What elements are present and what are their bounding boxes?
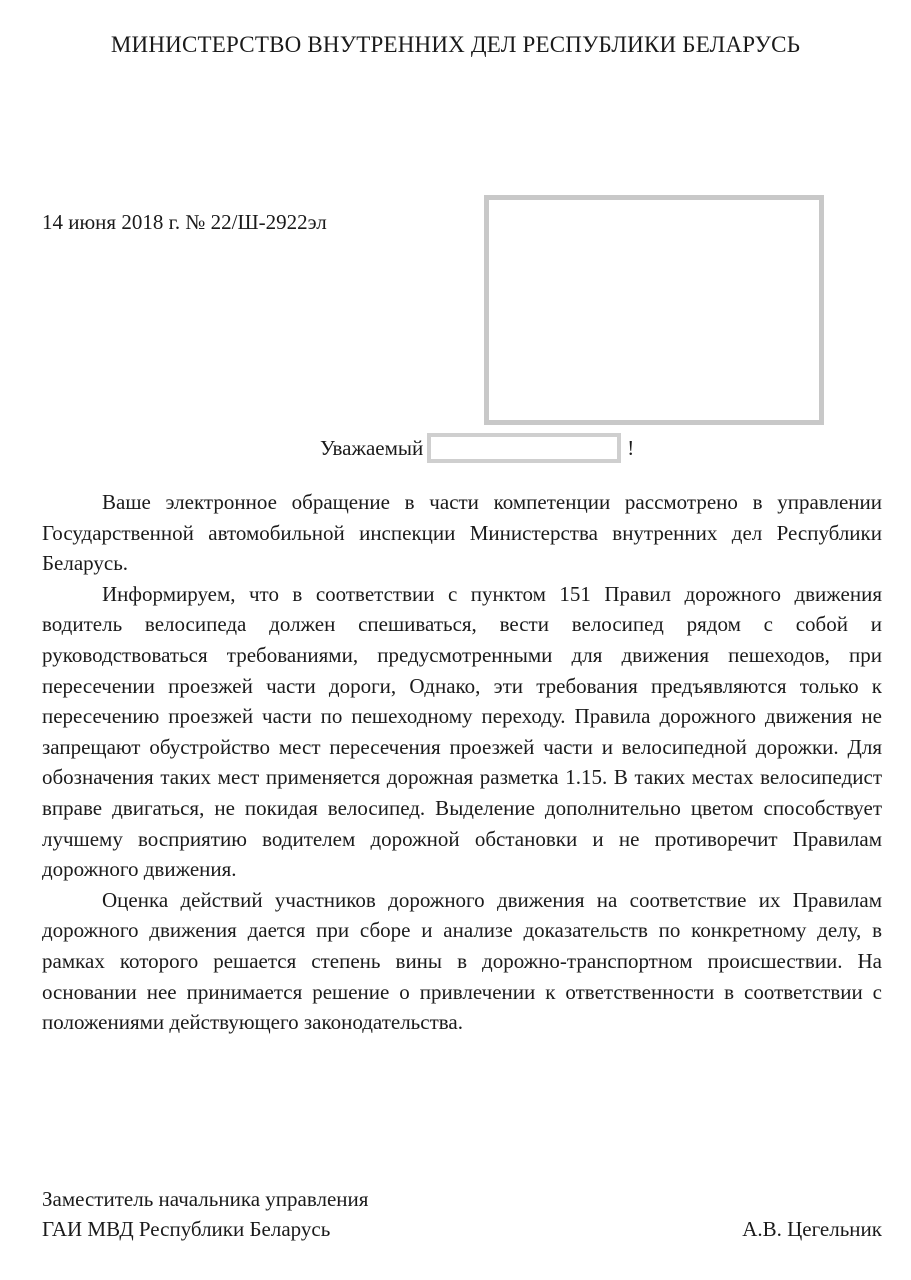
signatory-title-line2: ГАИ МВД Республики Беларусь (42, 1217, 331, 1241)
ministry-header: МИНИСТЕРСТВО ВНУТРЕННИХ ДЕЛ РЕСПУБЛИКИ БЕЛАРУСЬ (110, 32, 801, 57)
paragraph-3: Оценка действий участников дорожного движения на соответствие их Правилам дорожного движения дается при сборе и анализе доказательств по конкретному делу, в рамках которого решается степень вины в дорожно-транспортном происшествии. На основании нее принимается решение о привлечении к ответственности в соответствии с положениями действующего законодательства. (42, 887, 882, 1035)
signatory-name: А.В. Цегельник (742, 1217, 882, 1241)
greeting-exclamation: ! (627, 435, 635, 460)
signature-block (42, 1184, 882, 1244)
signatory-title-line1: Заместитель начальника управления (42, 1187, 369, 1211)
redacted-name-box (427, 433, 621, 463)
greeting-label: Уважаемый (320, 435, 424, 460)
paragraph-1: Ваше электронное обращение в части компетенции рассмотрено в управлении Государственной автомобильной инспекции Министерства внутренних дел Республики Беларусь. (42, 490, 882, 576)
greeting (320, 433, 634, 463)
document-reference: 14 июня 2018 г. № 22/Ш-2922эл (42, 210, 327, 234)
paragraph-2: Информируем, что в соответствии с пунктом 151 Правил дорожного движения водитель велосипеда должен спешиваться, вести велосипед рядом с собой и руководствоваться требованиями, предусмотренными для движения пешеходов, при пересечении проезжей части дороги, Однако, эти требования предъявляются только к пересечению проезжей части по пешеходному переходу. Правила дорожного движения не запрещают обустройство мест пересечения проезжей части и велосипедной дорожки. Для обозначения таких мест применяется дорожная разметка 1.15. В таких местах велосипедист вправе двигаться, не покидая велосипед. Выделение дополнительно цветом способствует лучшему восприятию водителем дорожной обстановки и не противоречит Правилам дорожного движения. (42, 581, 882, 882)
letter-body (42, 487, 882, 1038)
redacted-address-box (484, 195, 824, 425)
